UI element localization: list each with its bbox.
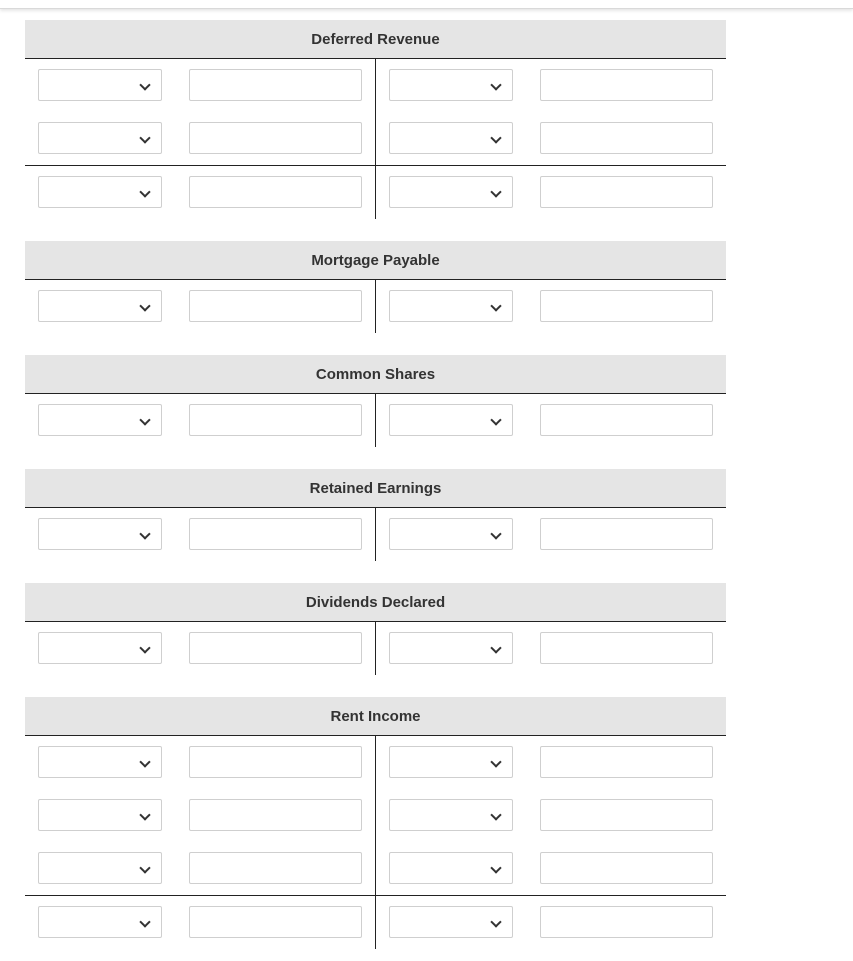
debit-balance-input[interactable] [189,906,362,938]
t-account-body [25,59,726,219]
debit-balance-select[interactable] [38,906,162,938]
chevron-down-icon [490,79,501,90]
chevron-down-icon [139,79,150,90]
debit-amount-input[interactable] [189,290,362,322]
entry-row [25,736,726,789]
debit-amount-input[interactable] [189,799,362,831]
debit-balance-select[interactable] [38,176,162,208]
debit-amount-input[interactable] [189,746,362,778]
debit-amount-input[interactable] [189,69,362,101]
debit-account-select[interactable] [38,746,162,778]
chevron-down-icon [490,132,501,143]
chevron-down-icon [139,300,150,311]
credit-amount-input[interactable] [540,746,713,778]
credit-balance-select[interactable] [389,176,513,208]
top-bar [0,0,853,9]
chevron-down-icon [490,186,501,197]
account-title: Mortgage Payable [25,241,726,280]
debit-amount-input[interactable] [189,518,362,550]
entry-row [25,622,726,675]
debit-amount-input[interactable] [189,404,362,436]
t-account-body [25,736,726,949]
chevron-down-icon [139,414,150,425]
chevron-down-icon [139,186,150,197]
chevron-down-icon [490,809,501,820]
credit-amount-input[interactable] [540,69,713,101]
credit-balance-select[interactable] [389,906,513,938]
debit-account-select[interactable] [38,632,162,664]
debit-account-select[interactable] [38,290,162,322]
credit-amount-input[interactable] [540,632,713,664]
debit-amount-input[interactable] [189,632,362,664]
debit-account-select[interactable] [38,122,162,154]
debit-account-select[interactable] [38,852,162,884]
chevron-down-icon [490,642,501,653]
credit-amount-input[interactable] [540,852,713,884]
chevron-down-icon [490,916,501,927]
credit-balance-input[interactable] [540,176,713,208]
debit-account-select[interactable] [38,69,162,101]
credit-balance-input[interactable] [540,906,713,938]
t-account-common-shares [25,355,726,447]
chevron-down-icon [490,528,501,539]
credit-amount-input[interactable] [540,518,713,550]
chevron-down-icon [139,642,150,653]
entry-row [25,394,726,447]
balance-row [25,166,726,219]
chevron-down-icon [139,132,150,143]
debit-account-select[interactable] [38,518,162,550]
debit-account-select[interactable] [38,799,162,831]
chevron-down-icon [139,528,150,539]
chevron-down-icon [139,916,150,927]
credit-account-select[interactable] [389,746,513,778]
credit-account-select[interactable] [389,518,513,550]
credit-amount-input[interactable] [540,290,713,322]
entry-row [25,112,726,166]
entry-row [25,789,726,842]
t-account-body [25,280,726,333]
credit-account-select[interactable] [389,122,513,154]
chevron-down-icon [139,756,150,767]
debit-balance-input[interactable] [189,176,362,208]
account-title: Common Shares [25,355,726,394]
credit-amount-input[interactable] [540,122,713,154]
entry-row [25,280,726,333]
debit-amount-input[interactable] [189,852,362,884]
debit-account-select[interactable] [38,404,162,436]
account-title: Retained Earnings [25,469,726,508]
credit-amount-input[interactable] [540,404,713,436]
chevron-down-icon [490,862,501,873]
account-title: Dividends Declared [25,583,726,622]
t-account-body [25,622,726,675]
t-account-body [25,508,726,561]
balance-row [25,896,726,949]
credit-amount-input[interactable] [540,799,713,831]
credit-account-select[interactable] [389,404,513,436]
account-title: Rent Income [25,697,726,736]
account-title: Deferred Revenue [25,20,726,59]
t-account-dividends-declared [25,583,726,675]
t-account-mortgage-payable [25,241,726,333]
chevron-down-icon [490,300,501,311]
chevron-down-icon [139,862,150,873]
chevron-down-icon [490,414,501,425]
debit-amount-input[interactable] [189,122,362,154]
t-account-retained-earnings [25,469,726,561]
chevron-down-icon [139,809,150,820]
credit-account-select[interactable] [389,852,513,884]
chevron-down-icon [490,756,501,767]
credit-account-select[interactable] [389,799,513,831]
credit-account-select[interactable] [389,69,513,101]
entry-row [25,59,726,112]
entry-row [25,842,726,896]
t-account-body [25,394,726,447]
t-account-deferred-revenue [25,20,726,219]
credit-account-select[interactable] [389,632,513,664]
entry-row [25,508,726,561]
t-account-rent-income [25,697,726,949]
credit-account-select[interactable] [389,290,513,322]
